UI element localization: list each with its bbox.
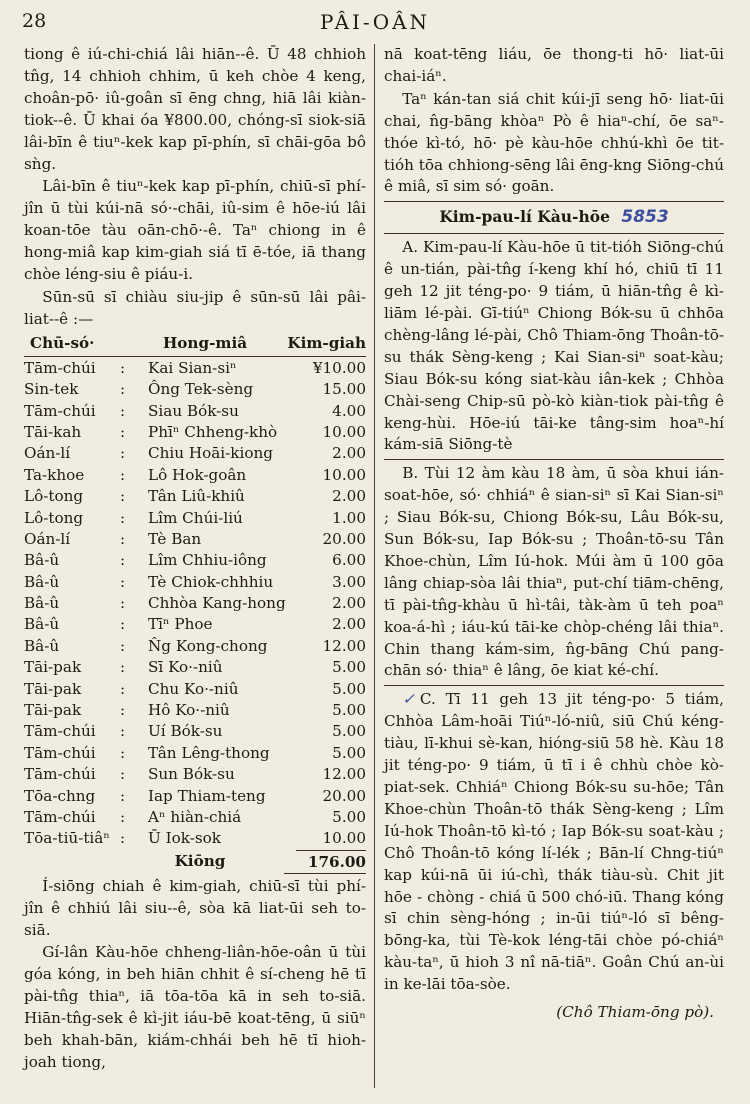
section-text: Tùi 12 àm kàu 18 àm, ū sòa khui ián-soat-hōe, só· chhiáⁿ ê sian-siⁿ sī Kai Sian-siⁿ ; Siau Bók-su, Chiong Bók-su, Lâu Bók-su, Sun Bók-su, Iap Bók-su ; Thoân-tō-su Tân Khoe-chùn, Lîm Iú-hok. Múi àm ū 100 gōa lâng chiap-sòa lâi thiaⁿ, put-chí tiām-chēng, tī pài-tn̂g-khàu ū hì-tâi, tàk-àm ū teh poaⁿ koa-á-hì ; iáu-kú tāi-ke chòp-chéng lâi thiaⁿ. Chin thang kám-sim, n̂g-bāng Chú pang-chān só· thiaⁿ ê lâng, ōe kiat ké-chí. [384, 464, 724, 680]
table-row [24, 657, 366, 678]
table-total-row [24, 850, 366, 872]
table-row [24, 764, 366, 785]
amount-cell: 12.00 [322, 765, 366, 784]
place-cell: Tām-chúi [24, 765, 96, 784]
paragraph: Gí-lân Kàu-hōe chheng-liân-hōe-oân ū tùi góa kóng, in beh hiān chhit ê sí-cheng hē tī pài-tn̂g thiaⁿ, iā tōa-tōa kā in seh to-siā. Hiān-tn̂g-sek ê kì-jit iáu-bē koat-tēng, ū siūⁿ beh khah-bān, kiám-chhái beh hē tī hioh-joah tiong, [24, 943, 366, 1072]
table-row [24, 422, 366, 443]
name-cell: Siau Bók-su [148, 401, 239, 420]
donor-table [24, 358, 366, 850]
table-row [24, 379, 366, 400]
place-cell: Tām-chúi [24, 401, 96, 420]
place-cell: Bâ-û [24, 551, 60, 570]
section-rule [384, 459, 724, 460]
place-cell: Tām-chúi [24, 358, 96, 377]
section-rule [384, 201, 724, 202]
column-divider [374, 44, 375, 1088]
colon-cell: : [120, 422, 126, 441]
total-value: 176.00 [296, 850, 366, 872]
amount-cell: 1.00 [332, 508, 366, 527]
table-row [24, 807, 366, 828]
donor-table-header [24, 333, 366, 355]
colon-cell: : [120, 487, 126, 506]
name-cell: Iap Thiam-teng [148, 786, 266, 805]
section-text: Tī 11 geh 13 jit téng-po· 5 tiám, Chhòa Lâm-hoāi Tiúⁿ-ló-niû, siū Chú kéng-tiàu, lī-khui sè-kan, hióng-siū 58 hè. Kàu 18 jit téng-po· 9 tiám, ū tī i ê chhù chòe kò-piat-sek. Chhiáⁿ Chiong Bók-su su-hōe; Tân Khoe-chùn Thoân-tō thák Sèng-keng ; Lîm Iú-hok Thoân-tō kì-tó ; Iap Bók-su soat-kàu ; Chô Thoân-tō kóng lí-lék ; Bān-lí Chng-tiúⁿ kap kúi-nā ūi iú-chì, thák tiàu-sù. Chit jit hōe - chòng - chiá ū 500 chó-iū. Thang kóng sī chin sèng-hóng ; in-ūi tiúⁿ-ló sī bêng-bōng-ka, tùi Tè-kok léng-tāi chòe pó-chiáⁿ kàu-taⁿ, ū hioh 3 nî nā-tiāⁿ. Goân Chú an-ùi in ke-lāi tōa-sòe. [384, 690, 724, 994]
amount-cell: ¥10.00 [312, 358, 366, 377]
place-cell: Sin-tek [24, 380, 79, 399]
table-row [24, 486, 366, 507]
paragraph: nā koat-tēng liáu, ōe thong-ti hō· liat-ūi chai-iáⁿ. [384, 45, 724, 85]
section-title-text: Kim-pau-lí Kàu-hōe [439, 207, 610, 227]
table-row [24, 743, 366, 764]
name-cell: Lô Hok-goân [148, 465, 247, 484]
amount-cell: 4.00 [332, 401, 366, 420]
table-row [24, 679, 366, 700]
amount-cell: 10.00 [322, 465, 366, 484]
name-cell: Tè Chiok-chhhiu [148, 572, 274, 591]
place-cell: Tām-chúi [24, 807, 96, 826]
name-cell: Chiu Hoāi-kiong [148, 444, 274, 463]
section-rule [384, 685, 724, 686]
place-cell: Ta-khoe [24, 465, 85, 484]
amount-cell: 20.00 [322, 529, 366, 548]
colon-cell: : [120, 658, 126, 677]
table-row [24, 465, 366, 486]
name-cell: Hô Ko·-niû [148, 701, 230, 720]
name-cell: Ông Tek-sèng [148, 380, 254, 399]
section-c [384, 689, 724, 996]
paragraph: Sūn-sū sī chiàu siu-jip ê sūn-sū lâi pâi-liat--ê :— [24, 287, 366, 328]
table-row [24, 443, 366, 464]
amount-cell: 6.00 [332, 551, 366, 570]
amount-cell: 10.00 [322, 829, 366, 848]
amount-cell: 5.00 [332, 722, 366, 741]
name-cell: N̂g Kong-chong [148, 636, 268, 655]
colon-cell: : [120, 508, 126, 527]
section-label: B. [402, 464, 419, 483]
amount-cell: 15.00 [322, 380, 366, 399]
colon-cell: : [120, 743, 126, 762]
section-title [384, 206, 724, 229]
table-rule [24, 356, 366, 357]
colon-cell: : [120, 636, 126, 655]
table-row [24, 636, 366, 657]
name-cell: Tīⁿ Phoe [148, 615, 213, 634]
place-cell: Lô-tong [24, 487, 84, 506]
page-number: 28 [22, 10, 47, 32]
place-cell: Tām-chúi [24, 743, 96, 762]
section-rule [384, 233, 724, 234]
place-cell: Tōa-tiū-tiâⁿ [24, 829, 110, 848]
table-row [24, 572, 366, 593]
paragraph: Í-siōng chiah ê kim-giah, chiū-sī tùi phí-jîn ê chhiú lâi siu--ê, sòa kā liat-ūi seh to-siā. [24, 876, 366, 939]
colon-cell: : [120, 529, 126, 548]
colon-cell: : [120, 722, 126, 741]
amount-cell: 2.00 [332, 444, 366, 463]
name-cell: Chhòa Kang-hong [148, 594, 286, 613]
name-cell: Lîm Chúi-liú [148, 508, 243, 527]
name-cell: Aⁿ hiàn-chiá [148, 807, 242, 826]
place-cell: Tāi-pak [24, 701, 82, 720]
name-cell: Phīⁿ Chheng-khò [148, 422, 278, 441]
colon-cell: : [120, 807, 126, 826]
colon-cell: : [120, 358, 126, 377]
amount-cell: 5.00 [332, 658, 366, 677]
table-row [24, 593, 366, 614]
place-cell: Oán-lí [24, 444, 71, 463]
table-row [24, 401, 366, 422]
amount-cell: 5.00 [332, 679, 366, 698]
amount-cell: 20.00 [322, 786, 366, 805]
handwritten-note: 5853 [621, 207, 669, 228]
colon-cell: : [120, 465, 126, 484]
colon-cell: : [120, 615, 126, 634]
section-a [384, 237, 724, 456]
colon-cell: : [120, 701, 126, 720]
signature: (Chô Thiam-ōng pò). [556, 1003, 714, 1022]
name-cell: Tân Liû-khiû [148, 487, 245, 506]
colon-cell: : [120, 380, 126, 399]
amount-cell: 5.00 [332, 743, 366, 762]
section-label: A. [402, 238, 419, 257]
table-row [24, 700, 366, 721]
colon-cell: : [120, 679, 126, 698]
table-row [24, 550, 366, 571]
paragraph: Lâi-bīn ê tiuⁿ-kek kap pī-phín, chiū-sī phí-jîn ū tùi kúi-nā só·-chāi, iû-sim ê hōe-iú lâi koan-tōe tàu oān-chō·-ê. Taⁿ chiong in ê hong-miâ kap kim-giah siá tī ē-tóe, iā thang chòe léng-siu ê piáu-i. [24, 177, 366, 284]
name-cell: Ū Iok-sok [148, 829, 221, 848]
place-cell: Tām-chúi [24, 722, 96, 741]
name-cell: Tân Lêng-thong [148, 743, 270, 762]
table-row [24, 721, 366, 742]
colon-cell: : [120, 594, 126, 613]
colon-cell: : [120, 551, 126, 570]
amount-cell: 10.00 [322, 422, 366, 441]
name-cell: Lîm Chhiu-iông [148, 551, 267, 570]
place-cell: Oán-lí [24, 529, 71, 548]
name-cell: Chu Ko·-niû [148, 679, 239, 698]
place-cell: Bâ-û [24, 636, 60, 655]
table-row [24, 614, 366, 635]
section-label: C. [419, 690, 436, 709]
colon-cell: : [120, 786, 126, 805]
place-cell: Tāi-kah [24, 422, 82, 441]
total-rule [284, 873, 366, 874]
paragraph: Taⁿ kán-tan siá chit kúi-jī seng hō· liat-ūi chai, n̂g-bāng khòaⁿ Pò ê hiaⁿ-chí, ōe saⁿ-thóe kì-tó, hō· pè kàu-hōe chhú-khì ōe tit-tióh tōa chhiong-sēng lâi ēng-kng Siōng-chú ê miâ, sī sim só· goān. [384, 89, 724, 196]
place-cell: Tāi-pak [24, 658, 82, 677]
name-cell: Kai Sian-siⁿ [148, 358, 237, 377]
table-row [24, 358, 366, 379]
section-b [384, 463, 724, 682]
place-cell: Bâ-û [24, 615, 60, 634]
colon-cell: : [120, 765, 126, 784]
table-row [24, 786, 366, 807]
place-cell: Lô-tong [24, 508, 84, 527]
header-name: Hong-miâ [162, 333, 248, 352]
paragraph: tiong ê iú-chi-chiá lâi hiān--ê. Ū 48 chhioh tn̂g, 14 chhioh chhim, ū keh chòe 4 keng, choân-pō· iû-goân sī ēng chng, hiā lâi kiàn-tiok--ê. Ū khai óa ¥800.00, chóng-sī siok-siā lâi-bīn ê tiuⁿ-kek kap pī-phín, sī chāi-gōa bô sǹg. [24, 45, 366, 173]
section-text: Kim-pau-lí Kàu-hōe ū tit-tióh Siōng-chú ê un-tián, pài-tn̂g í-keng khí hó, chiū tī 11 geh 12 jit téng-po· 9 tiám, ū hiān-tn̂g ê kì-liām lé-pài. Gī-tiúⁿ Chiong Bók-su ū chhōa chèng-lâng lé-pài, Chô Thiam-ōng Thoân-tō-su thák Sèng-keng ; Kai Sian-siⁿ soat-kàu; Siau Bók-su kóng siat-kàu iân-kek ; Chhòa Chài-seng Chip-sū pò-kò kiàn-tiok pài-tn̂g ê keng-hùi. Hōe-iú tāi-ke tâng-sim hoaⁿ-hí kám-siā Siōng-tè [384, 238, 725, 454]
place-cell: Bâ-û [24, 572, 60, 591]
running-title: PÂI-OÂN [319, 10, 431, 34]
table-row [24, 828, 366, 849]
place-cell: Tāi-pak [24, 679, 82, 698]
place-cell: Tōa-chng [24, 786, 96, 805]
check-mark-icon: ✓ [402, 690, 420, 709]
name-cell: Uí Bók-su [148, 722, 223, 741]
page-header [22, 8, 728, 40]
left-column [24, 44, 366, 1075]
amount-cell: 5.00 [332, 807, 366, 826]
amount-cell: 5.00 [332, 701, 366, 720]
colon-cell: : [120, 829, 126, 848]
amount-cell: 12.00 [322, 636, 366, 655]
amount-cell: 3.00 [332, 572, 366, 591]
place-cell: Bâ-û [24, 594, 60, 613]
name-cell: Tè Ban [148, 529, 202, 548]
amount-cell: 2.00 [332, 487, 366, 506]
colon-cell: : [120, 401, 126, 420]
right-column [384, 44, 724, 1024]
amount-cell: 2.00 [332, 594, 366, 613]
amount-cell: 2.00 [332, 615, 366, 634]
colon-cell: : [120, 444, 126, 463]
header-place: Chū-só· [30, 333, 95, 352]
table-row [24, 508, 366, 529]
total-label: Kiōng [174, 851, 226, 870]
name-cell: Sun Bók-su [148, 765, 235, 784]
name-cell: Sī Ko·-niû [148, 658, 223, 677]
table-row [24, 529, 366, 550]
colon-cell: : [120, 572, 126, 591]
header-amount: Kim-giah [287, 333, 366, 352]
